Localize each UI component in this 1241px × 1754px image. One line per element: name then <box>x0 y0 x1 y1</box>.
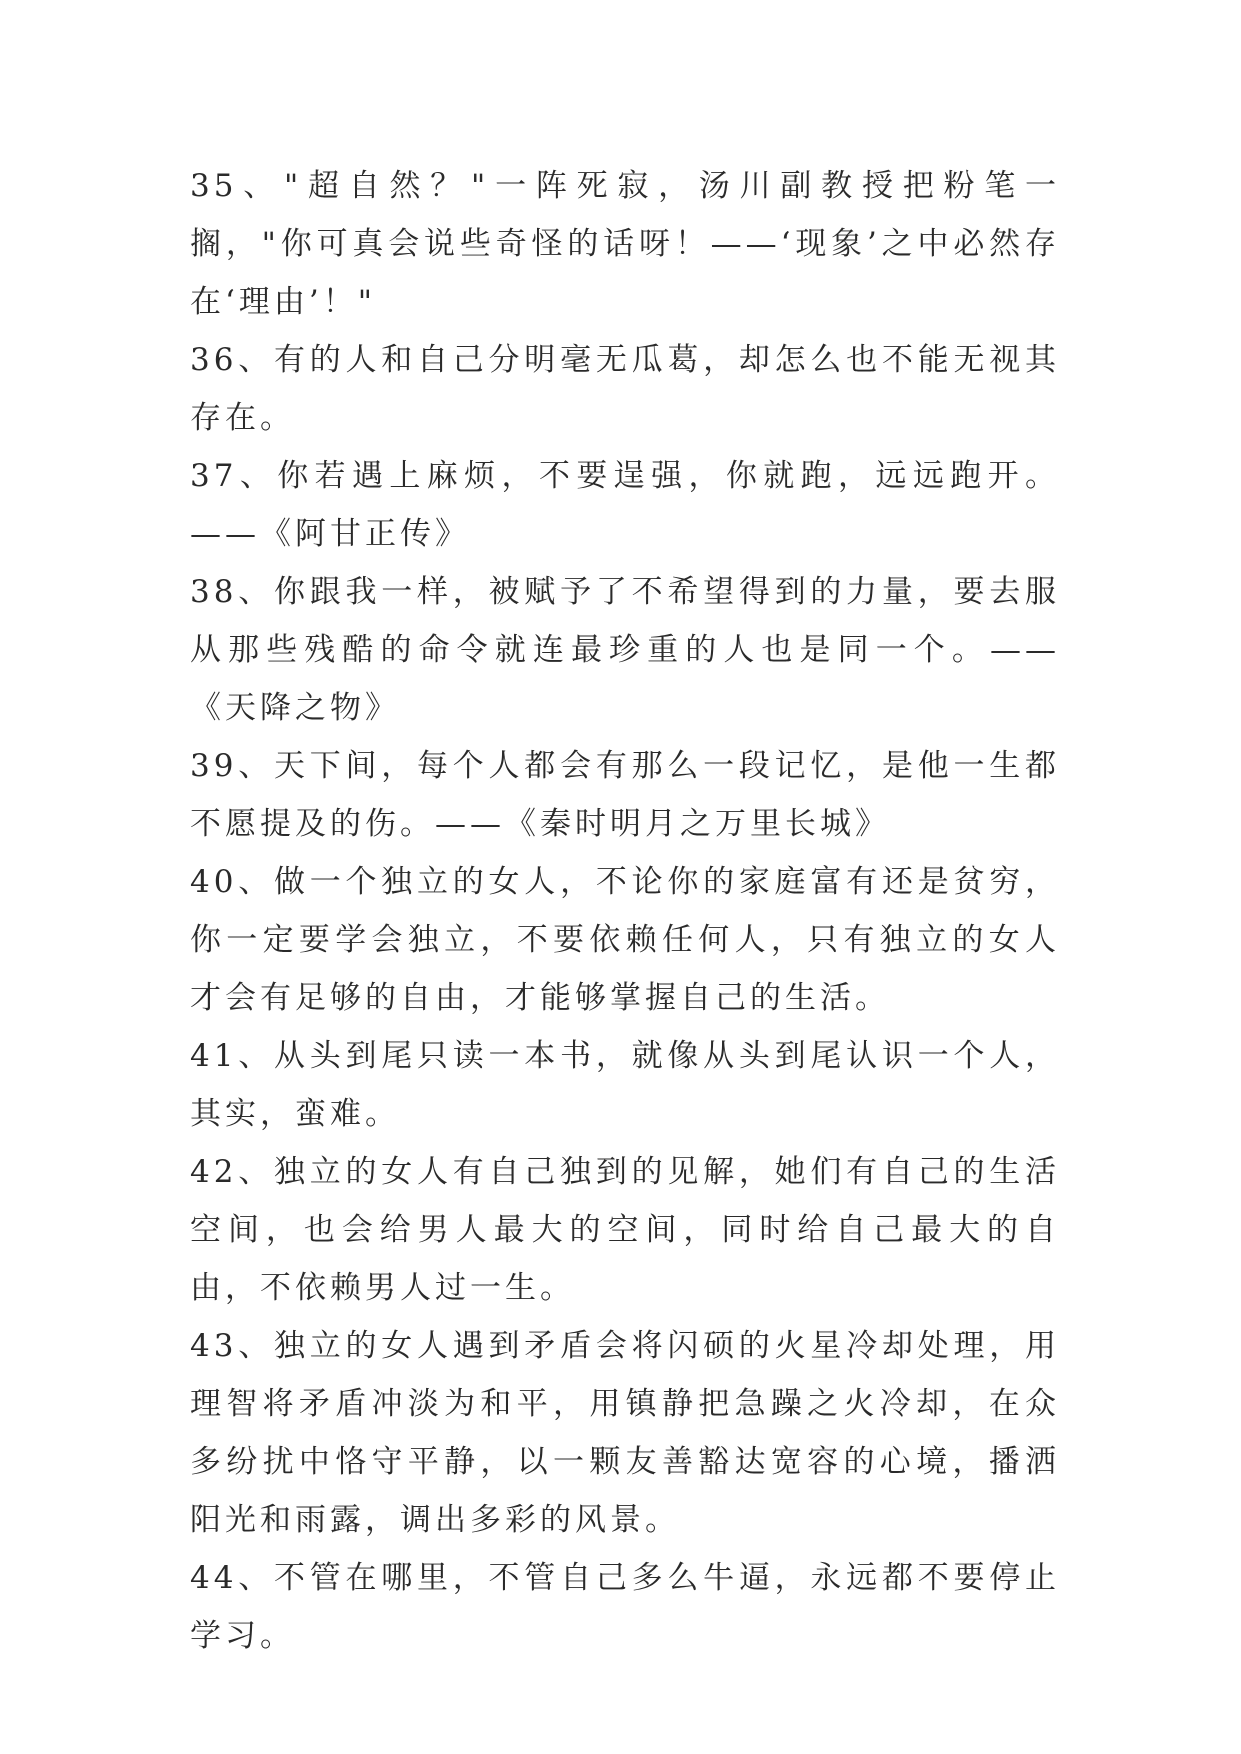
quote-paragraph-38: 38、你跟我一样，被赋予了不希望得到的力量，要去服从那些残酷的命令就连最珍重的人也是同一个。——《天降之物》 <box>190 574 1060 726</box>
quote-paragraph-41: 41、从头到尾只读一本书，就像从头到尾认识一个人，其实，蛮难。 <box>190 1038 1060 1132</box>
quote-paragraph-42: 42、独立的女人有自己独到的见解，她们有自己的生活空间，也会给男人最大的空间，同时给自己最大的自由，不依赖男人过一生。 <box>190 1154 1060 1306</box>
quote-list <box>190 157 1060 1665</box>
quote-paragraph-36: 36、有的人和自己分明毫无瓜葛，却怎么也不能无视其存在。 <box>190 342 1060 436</box>
quote-paragraph-44: 44、不管在哪里，不管自己多么牛逼，永远都不要停止学习。 <box>190 1560 1060 1654</box>
quote-paragraph-40: 40、做一个独立的女人，不论你的家庭富有还是贫穷，你一定要学会独立，不要依赖任何人，只有独立的女人才会有足够的自由，才能够掌握自己的生活。 <box>190 864 1060 1016</box>
quote-paragraph-43: 43、独立的女人遇到矛盾会将闪硕的火星冷却处理，用理智将矛盾冲淡为和平，用镇静把急躁之火冷却，在众多纷扰中恪守平静，以一颗友善豁达宽容的心境，播洒阳光和雨露，调出多彩的风景。 <box>190 1328 1060 1538</box>
quote-paragraph-39: 39、天下间，每个人都会有那么一段记忆，是他一生都不愿提及的伤。——《秦时明月之万里长城》 <box>190 748 1060 842</box>
quote-paragraph-37: 37、你若遇上麻烦，不要逞强，你就跑，远远跑开。——《阿甘正传》 <box>190 458 1060 552</box>
quote-paragraph-35: 35、"超自然？"一阵死寂，汤川副教授把粉笔一搁，"你可真会说些奇怪的话呀！——‘现象’之中必然存在‘理由’！" <box>190 168 1060 320</box>
